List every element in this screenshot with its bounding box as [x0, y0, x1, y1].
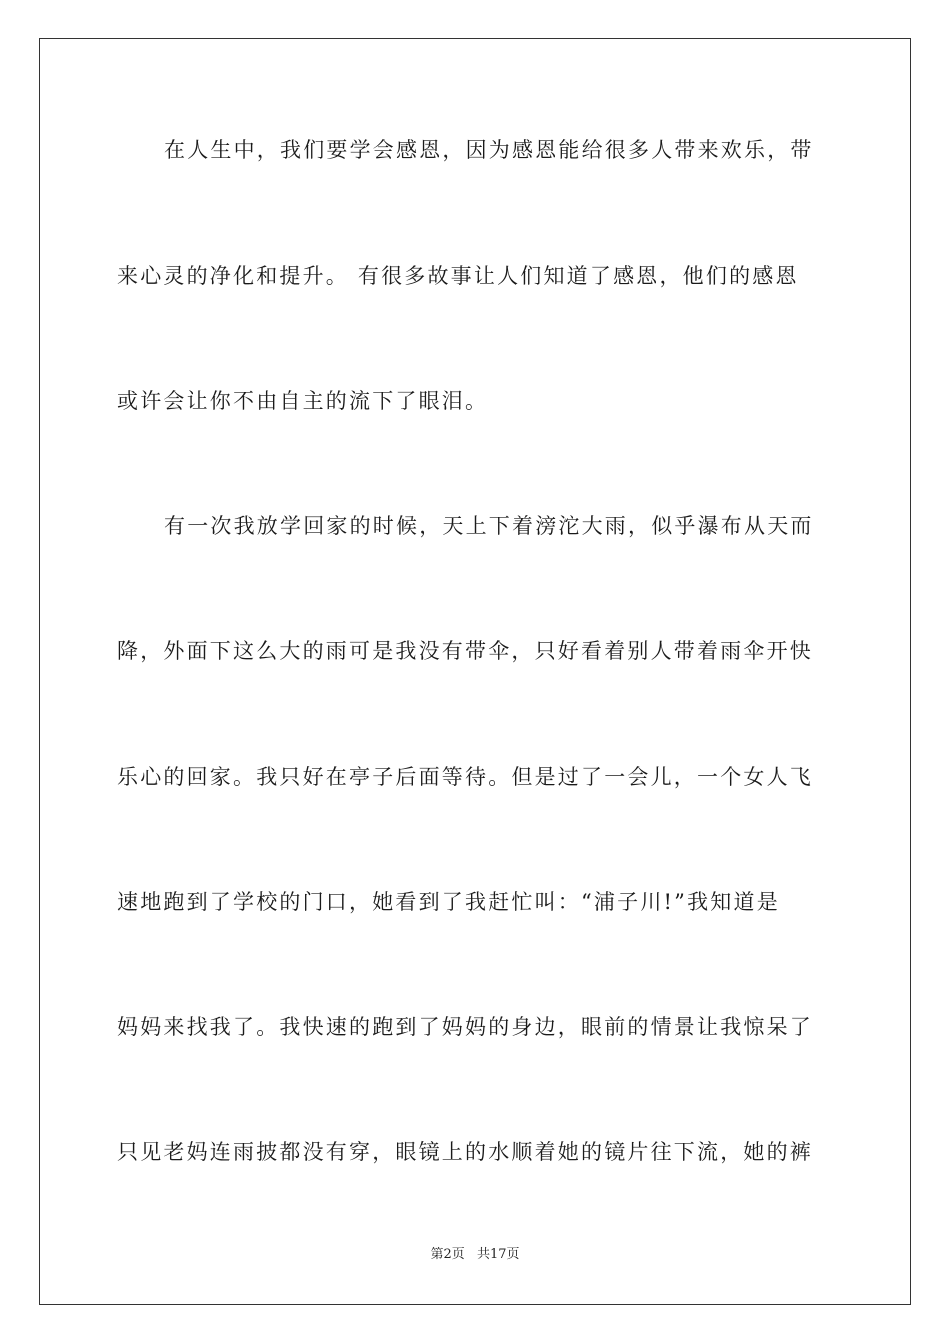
total-pages: 共17页: [476, 1247, 520, 1262]
paragraph-1-line-2: 来心灵的净化和提升。 有很多故事让人们知道了感恩，他们的感恩: [117, 264, 799, 288]
paragraph-2-line-1: 有一次我放学回家的时候，天上下着滂沱大雨，似乎瀑布从天而: [164, 514, 814, 538]
paragraph-2-line-4: 速地跑到了学校的门口，她看到了我赶忙叫：“浦子川!”我知道是: [117, 890, 780, 914]
page-footer: [0, 1246, 950, 1264]
page-number: 第2页: [430, 1247, 465, 1262]
paragraph-1-line-3: 或许会让你不由自主的流下了眼泪。: [117, 389, 489, 413]
paragraph-2-line-2: 降，外面下这么大的雨可是我没有带伞，只好看着别人带着雨伞开快: [117, 639, 813, 663]
paragraph-2-line-3: 乐心的回家。我只好在亭子后面等待。但是过了一会儿，一个女人飞: [117, 765, 813, 789]
page-border: [39, 38, 911, 1305]
paragraph-2-line-6: 只见老妈连雨披都没有穿，眼镜上的水顺着她的镜片往下流，她的裤: [117, 1140, 813, 1164]
paragraph-2-line-5: 妈妈来找我了。我快速的跑到了妈妈的身边，眼前的情景让我惊呆了: [117, 1015, 813, 1039]
paragraph-1-line-1: 在人生中，我们要学会感恩，因为感恩能给很多人带来欢乐，带: [164, 138, 814, 162]
